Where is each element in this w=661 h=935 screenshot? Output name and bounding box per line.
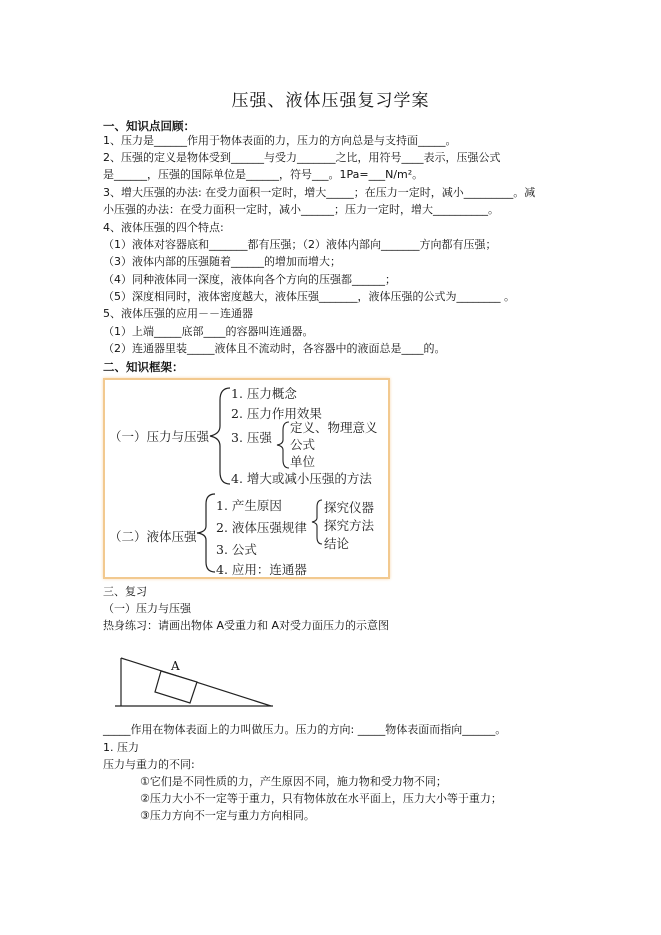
block-a-label: A — [171, 659, 180, 673]
group1-item: 1. 压力概念 — [231, 386, 297, 401]
group1-sub-item: 定义、物理意义 — [290, 420, 378, 435]
group2-item: 2. 液体压强规律 — [216, 520, 307, 535]
group1-label: （一）压力与压强 — [109, 429, 210, 444]
text-line: 3、增大压强的办法: 在受力面积一定时，增大_____；在压力一定时，减小_________。减 — [103, 186, 536, 199]
text-line: 是______，压强的国际单位是______，符号___。1Pa=___N/m²。 — [103, 168, 424, 181]
section3-subheading: （一）压力与压强 — [103, 602, 191, 615]
knowledge-framework-box — [103, 378, 390, 579]
group2-item: 1. 产生原因 — [216, 498, 282, 513]
text-line: 4、液体压强的四个特点: — [103, 221, 224, 234]
group1-item: 3. 压强 — [231, 430, 272, 445]
group2-sub-item: 探究方法 — [324, 518, 375, 533]
exercise-prompt: 热身练习：请画出物体 A受重力和 A对受力面压力的示意图 — [103, 619, 390, 632]
section1-heading: 一、知识点回顾： — [103, 119, 195, 133]
text-line: 2、压强的定义是物体受到______与受力_______之比，用符号____表示，压强公式 — [103, 151, 501, 164]
text-line: （3）液体内部的压强随着______的增加而增大； — [103, 255, 341, 268]
text-line: （4）同种液体同一深度，液体向各个方向的压强都______； — [103, 273, 396, 286]
group2-sub-item: 探究仪器 — [324, 500, 375, 515]
group1-sub-item: 单位 — [290, 454, 316, 469]
item-heading: 1. 压力 — [103, 741, 139, 754]
difference-title: 压力与重力的不同: — [103, 758, 195, 771]
group2-item: 3. 公式 — [216, 542, 257, 557]
page-title: 压强、液体压强复习学案 — [231, 91, 430, 111]
incline-diagram — [115, 650, 275, 710]
group1-item: 2. 压力作用效果 — [231, 406, 322, 421]
text-line: （1）上端_____底部____的容器叫连通器。 — [103, 325, 314, 338]
difference-item: ①它们是不同性质的力，产生原因不同，施力物和受力物不同； — [140, 775, 447, 788]
text-line: 1、压力是______作用于物体表面的力，压力的方向总是与支持面_____。 — [103, 134, 457, 147]
text-line: （2）连通器里装_____液体且不流动时，各容器中的液面总是____的。 — [103, 342, 446, 355]
group1-sub-brace — [275, 420, 291, 470]
group2-sub-item: 结论 — [324, 536, 350, 551]
text-line: （5）深度相同时，液体密度越大，液体压强_______，液体压强的公式为________ 。 — [103, 290, 515, 303]
group1-item: 4. 增大或减小压强的方法 — [231, 471, 372, 486]
difference-item: ②压力大小不一定等于重力，只有物体放在水平面上，压力大小等于重力； — [140, 792, 502, 805]
group2-sub-brace — [310, 498, 324, 546]
group1-sub-item: 公式 — [290, 437, 316, 452]
group2-brace — [195, 492, 217, 574]
text-line: 小压强的办法：在受力面积一定时，减小______；压力一定时，增大__________。 — [103, 203, 499, 216]
section3-heading: 三、复习 — [103, 585, 147, 598]
difference-item: ③压力方向不一定与重力方向相同。 — [140, 809, 315, 822]
pressure-definition-line: _____作用在物体表面上的力叫做压力。压力的方向: _____物体表面而指向______。 — [103, 723, 507, 736]
text-line: （1）液体对容器底和_______都有压强；（2）液体内部向_______方向都有压强； — [103, 238, 497, 251]
group2-label: （二）液体压强 — [109, 529, 197, 544]
section2-heading: 二、知识框架： — [103, 360, 184, 374]
group2-item: 4. 应用：连通器 — [216, 562, 307, 577]
group1-brace — [208, 386, 232, 486]
text-line: 5、液体压强的应用－－连通器 — [103, 307, 253, 320]
